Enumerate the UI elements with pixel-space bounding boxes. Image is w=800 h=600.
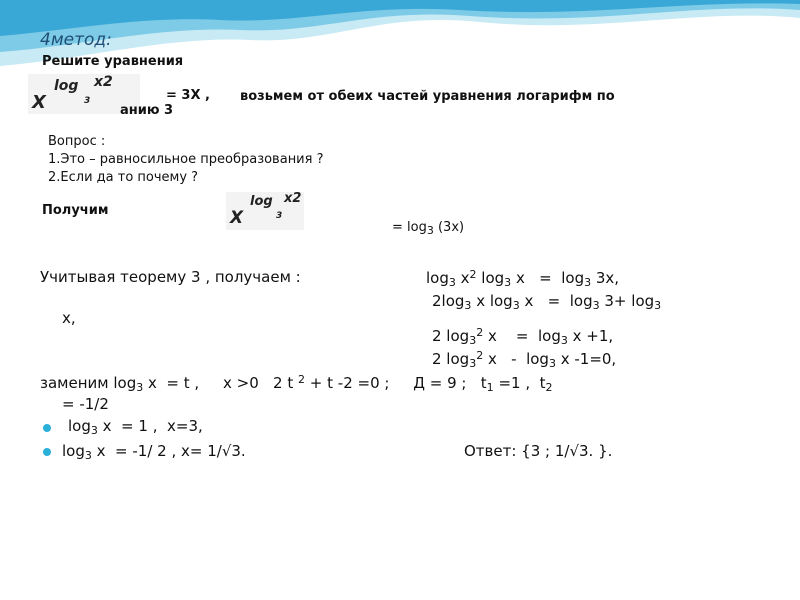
equation1-rhs: = 3X , xyxy=(166,88,210,103)
theorem-eq: $\log_3 x^2$ $\log_3 x = \log_3 3x$, xyxy=(426,268,620,289)
equation1-text: возьмем от обеих частей уравнения логарифм по xyxy=(240,89,615,104)
method-title: 4метод: xyxy=(40,30,112,50)
question-2: 2.Если да то почему ? xyxy=(48,170,199,185)
we-get-rhs-post: (3x) xyxy=(437,220,465,235)
bullet-marker xyxy=(43,448,51,456)
substitution-line2: = -1/2 xyxy=(62,395,109,413)
bullet-marker xyxy=(43,424,51,432)
theorem-line3: 2 $\log_3^2 x$ = $\log_3 x +1$, xyxy=(432,326,614,347)
bullet-item-1: $\log_3 x = 1$ , x=3, xyxy=(68,417,203,437)
theorem-line2: $2\log_3$ x $\log_3 x = \log_3 3+ \log_3$ xyxy=(432,292,662,312)
formula-base: X xyxy=(32,92,46,113)
formula-power: x2 xyxy=(94,74,113,90)
equation1-text-cut: анию 3 xyxy=(120,103,174,118)
we-get-rhs: = $\log_3 (3x)$ xyxy=(392,220,465,237)
question-1: 1.Это – равносильное преобразования ? xyxy=(48,152,324,167)
question-label: Вопрос : xyxy=(48,134,106,149)
formula-log: log xyxy=(250,194,273,209)
we-get-rhs-pre: = log xyxy=(392,220,427,235)
formula-base: X xyxy=(230,208,244,228)
theorem-line2b: x, xyxy=(62,309,76,327)
formula-image-2 xyxy=(226,192,304,230)
we-get-label: Получим xyxy=(42,203,109,218)
bullet-item-2: $\log_3 x = -1/$ 2 , x= 1/√3. xyxy=(62,442,246,462)
formula-power: x2 xyxy=(284,191,302,206)
theorem-lead: Учитывая теорему 3 , получаем : xyxy=(40,268,301,286)
formula-log: log xyxy=(54,78,79,94)
answer-text: Ответ: {3 ; 1/√3. }. xyxy=(464,442,613,460)
formula-sub: 3 xyxy=(84,96,91,106)
instruction-text: Решите уравнения xyxy=(42,54,184,69)
substitution-line1: заменим $\log_3 x = t$ , x >0 2 t $^2$ + t -2 =0 ; Д = 9 ; $t_1 =1$ , $t_2$ xyxy=(40,373,553,394)
formula-sub: 3 xyxy=(276,211,283,221)
theorem-line4: 2 $\log_3^2 x - \log_3 x$ -1=0, xyxy=(432,349,617,370)
